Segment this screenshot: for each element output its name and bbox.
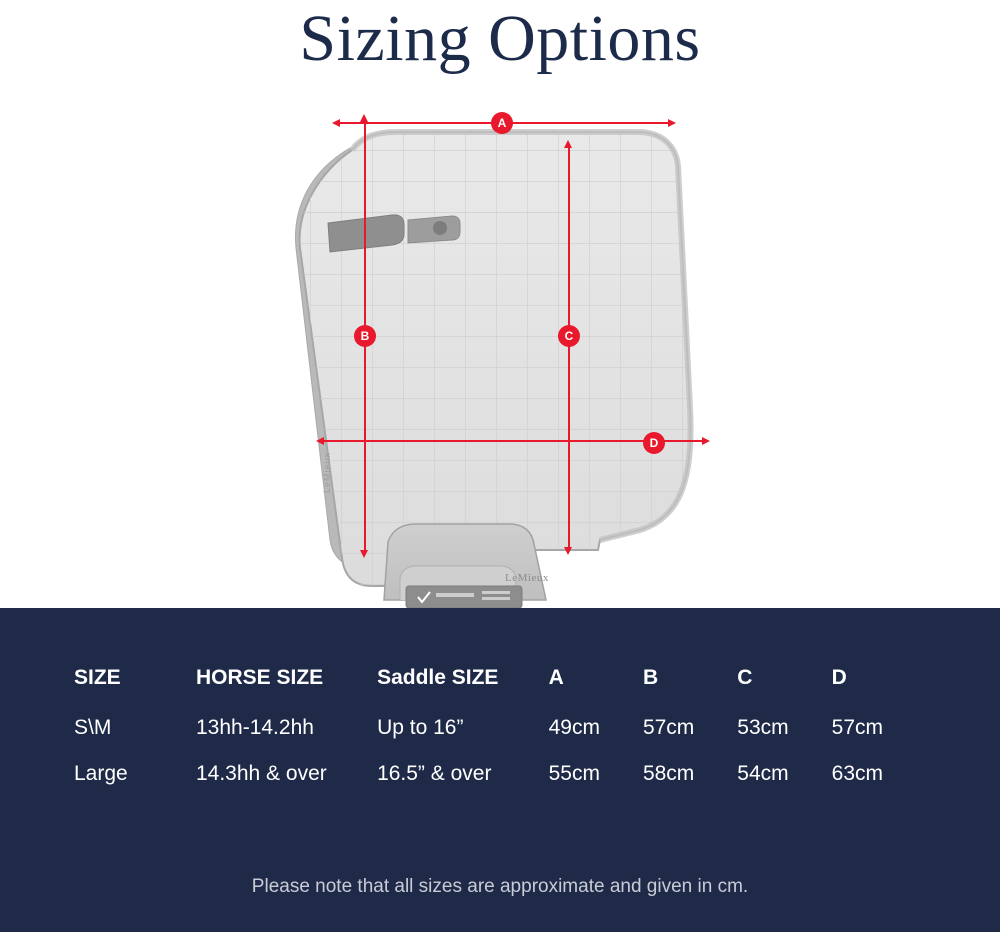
cell-size: Large	[74, 762, 128, 785]
cell-horse: 14.3hh & over	[195, 762, 327, 785]
column-header-b: B	[642, 666, 659, 689]
cell-d: 63cm	[831, 762, 883, 785]
measure-badge-b: B	[354, 325, 376, 347]
sizing-table	[0, 666, 1000, 808]
sizing-note: Please note that all sizes are approximate and given in cm.	[251, 876, 749, 897]
measure-arrow-a-right	[668, 119, 676, 127]
column-header-d: D	[831, 666, 847, 689]
cell-saddle: 16.5” & over	[377, 762, 492, 785]
measure-arrow-b-bottom	[360, 550, 368, 558]
page-title: Sizing Options	[299, 2, 701, 75]
cell-b: 58cm	[642, 762, 695, 785]
cell-b: 57cm	[642, 716, 695, 739]
measure-arrow-b-top	[360, 114, 368, 122]
column-header-horse: HORSE SIZE	[195, 666, 324, 689]
svg-text:LeMieux: LeMieux	[505, 572, 549, 584]
cell-size: S\M	[74, 716, 112, 739]
column-header-c: C	[737, 666, 753, 689]
measure-arrow-d-right	[702, 437, 710, 445]
measure-line-c	[568, 146, 570, 551]
cell-a: 49cm	[548, 716, 600, 739]
sizing-table-panel	[0, 608, 1000, 932]
table-row	[0, 762, 1000, 786]
table-header-row	[0, 666, 1000, 690]
measure-arrow-c-bottom	[564, 547, 572, 555]
cell-d: 57cm	[831, 716, 883, 739]
cell-saddle: Up to 16”	[377, 716, 464, 739]
cell-c: 53cm	[737, 716, 789, 739]
measure-arrow-c-top	[564, 140, 572, 148]
column-header-saddle: Saddle SIZE	[377, 666, 499, 689]
measure-arrow-d-left	[316, 437, 324, 445]
table-row	[0, 716, 1000, 740]
measure-badge-d: D	[643, 432, 665, 454]
svg-text:LeMieux: LeMieux	[322, 451, 332, 493]
column-header-size: SIZE	[74, 666, 121, 689]
saddle-pad-diagram	[0, 88, 1000, 608]
measure-arrow-a-left	[332, 119, 340, 127]
cell-c: 54cm	[737, 762, 789, 785]
measure-badge-a: A	[491, 112, 513, 134]
saddle-pad-icon	[0, 88, 1000, 608]
cell-horse: 13hh-14.2hh	[195, 716, 314, 739]
measure-badge-c: C	[558, 325, 580, 347]
cell-a: 55cm	[548, 762, 600, 785]
column-header-a: A	[548, 666, 564, 689]
saddle-pad-illustration	[0, 88, 1000, 608]
